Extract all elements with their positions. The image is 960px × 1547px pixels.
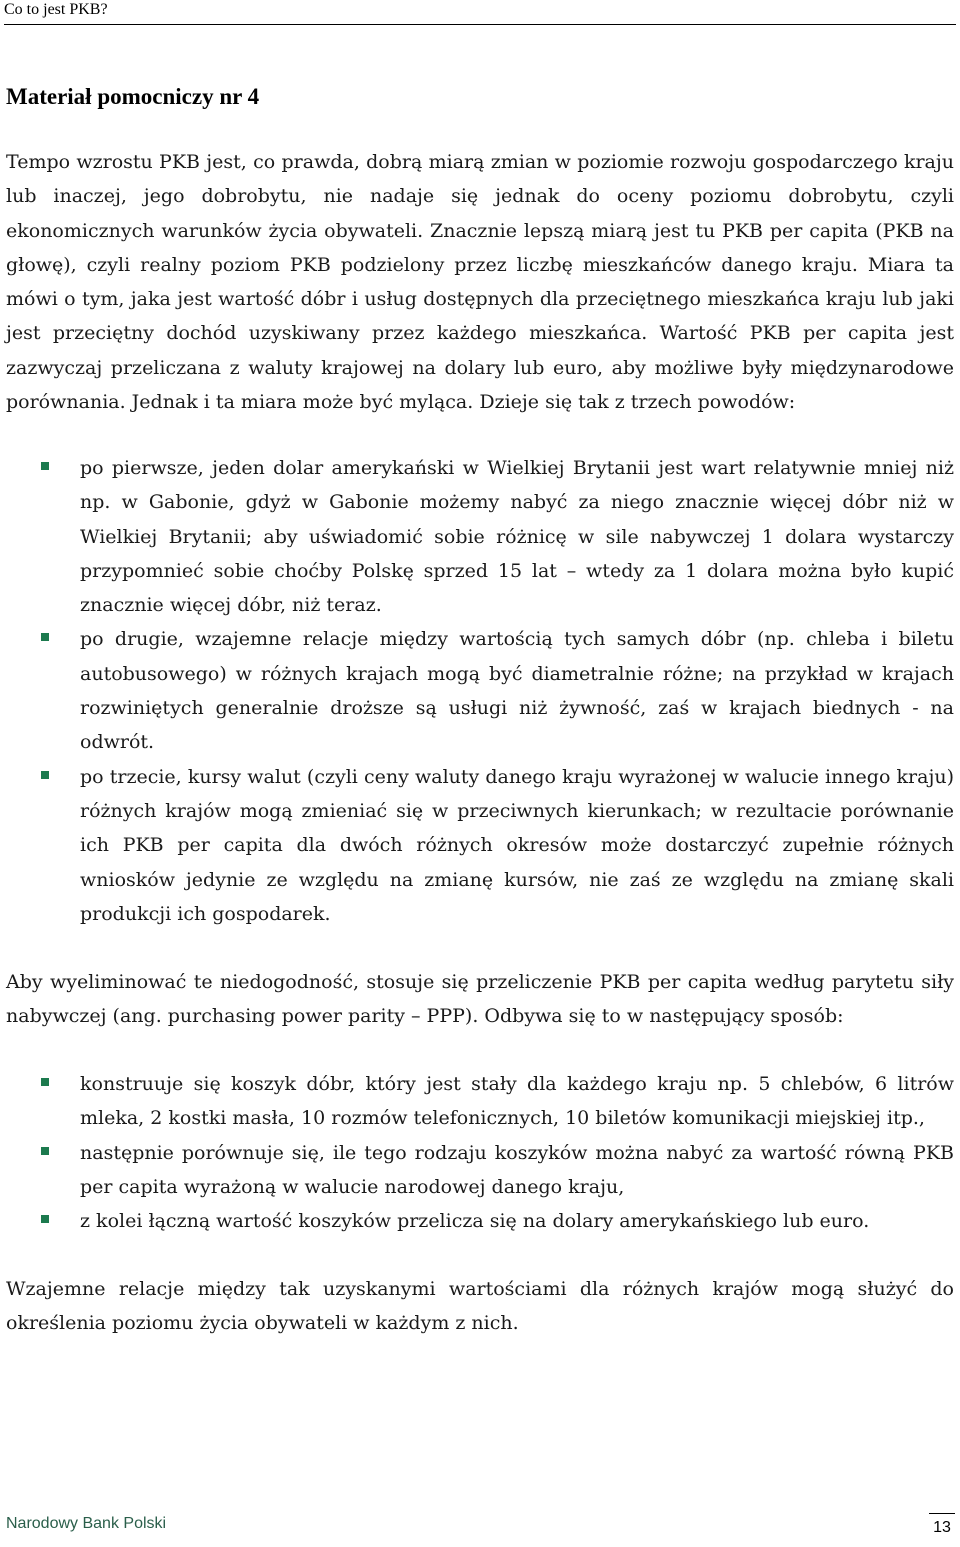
square-bullet-icon — [41, 771, 49, 779]
list-item-text: konstruuje się koszyk dóbr, który jest stały dla każdego kraju np. 5 chlebów, 6 litrów mleka, 2 kostki masła, 10 rozmów telefonicznych, 10 biletów komunikacji miejskiej itp., — [80, 1073, 954, 1130]
list-item — [0, 1204, 960, 1238]
list-item — [0, 760, 960, 931]
page-title: Materiał pomocniczy nr 4 — [6, 84, 260, 109]
list-item — [0, 1136, 960, 1205]
list-item — [0, 1067, 960, 1136]
list-item-text: po trzecie, kursy walut (czyli ceny waluty danego kraju wyrażonej w walucie innego kraju) różnych krajów mogą zmieniać się w przeciwnych kierunkach; w rezultacie porównanie ich PKB per capita dla dwóch różnych okresów może dostarczyć zupełnie różnych wniosków jedynie ze względu na zmianę kursów, nie zaś ze względu na zmianę skali produkcji ich gospodarek. — [80, 765, 954, 925]
list-item — [0, 451, 960, 622]
list-item-text: po drugie, wzajemne relacje między wartością tych samych dóbr (np. chleba i biletu autobusowego) w różnych krajach mogą być diametralnie różne; na przykład w krajach rozwiniętych generalnie droższe są usługi niż żywność, zaś w krajach biednych - na odwrót. — [80, 628, 954, 754]
reasons-list — [0, 451, 960, 931]
list-item-text: z kolei łączną wartość koszyków przelicza się na dolary amerykańskiego lub euro. — [80, 1210, 870, 1233]
square-bullet-icon — [41, 1147, 49, 1155]
closing-paragraph: Wzajemne relacje między tak uzyskanymi wartościami dla różnych krajów mogą służyć do określenia poziomu życia obywateli w każdym z nich. — [6, 1278, 954, 1335]
intro-paragraph: Tempo wzrostu PKB jest, co prawda, dobrą miarą zmian w poziomie rozwoju gospodarczego kraju lub inaczej, jego dobrobytu, nie nadaje się jednak do oceny poziomu dobrobytu, czyli ekonomicznych warunków życia obywateli. Znacznie lepszą miarą jest tu PKB per capita (PKB na głowę), czyli realny poziom PKB podzielony przez liczbę mieszkańców danego kraju. Miara ta mówi o tym, jaka jest wartość dóbr i usług dostępnych dla przeciętnego mieszkańca kraju lub jaki jest przeciętny dochód uzyskiwany przez każdego mieszkańca. Wartość PKB per capita jest zazwyczaj przeliczana z waluty krajowej na dolary lub euro, aby możliwe były międzynarodowe porównania. Jednak i ta miara może być myląca. Dzieje się tak z trzech powodów: — [6, 151, 954, 414]
list-item — [0, 622, 960, 759]
list-item-text: następnie porównuje się, ile tego rodzaju koszyków można nabyć za wartość równą PKB per capita wyrażoną w walucie narodowej danego kraju, — [80, 1141, 954, 1198]
ppp-paragraph: Aby wyeliminować te niedogodność, stosuje się przeliczenie PKB per capita według parytetu siły nabywczej (ang. purchasing power parity – PPP). Odbywa się to w następujący sposób: — [6, 971, 954, 1028]
square-bullet-icon — [41, 633, 49, 641]
running-header — [4, 0, 956, 25]
square-bullet-icon — [41, 1078, 49, 1086]
list-item-text: po pierwsze, jeden dolar amerykański w Wielkiej Brytanii jest wart relatywnie mniej niż np. w Gabonie, gdyż w Gabonie możemy nabyć za niego znacznie więcej dóbr niż w Wielkiej Brytanii; aby uświadomić sobie różnicę w sile nabywczej 1 dolara wystarczy przypomnieć sobie choćby Polskę sprzed 15 lat – wtedy za 1 dolara można było kupić znacznie więcej dóbr, niż teraz. — [80, 457, 954, 617]
square-bullet-icon — [41, 462, 49, 470]
steps-list — [0, 1067, 960, 1238]
square-bullet-icon — [41, 1215, 49, 1223]
page-number: 13 — [929, 1513, 955, 1542]
footer-publisher: Narodowy Bank Polski — [6, 1515, 167, 1532]
running-header-title: Co to jest PKB? — [4, 1, 108, 18]
